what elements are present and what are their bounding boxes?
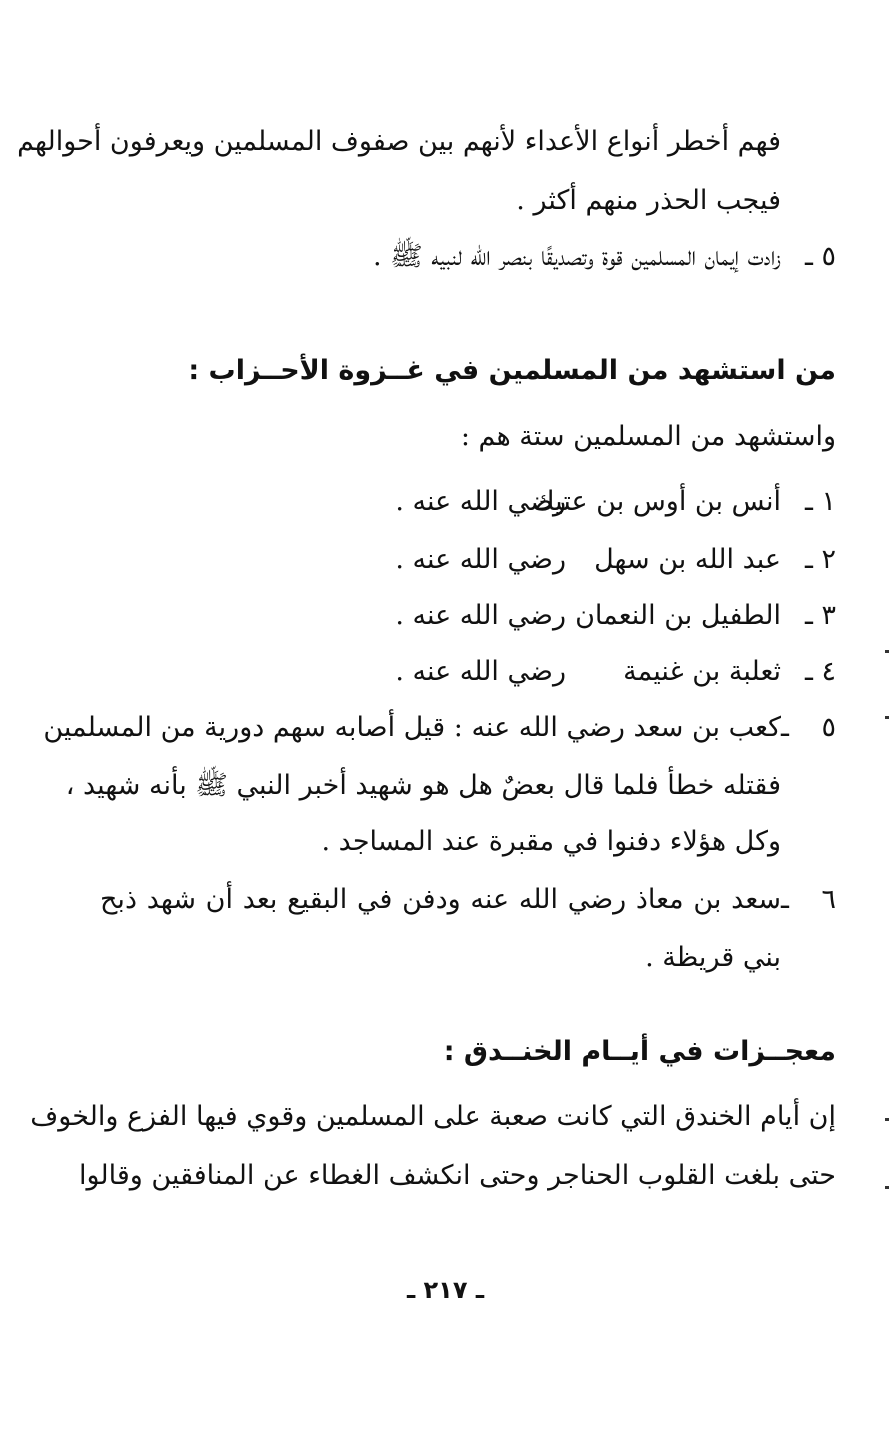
list-number: ٢ ـ — [804, 544, 836, 575]
list-text: زادت إيمان المسلمين قوة وتصديقًا بنصر الله لنبيه ﷺ . — [373, 241, 781, 272]
page-number: ـ ٢١٧ ـ — [406, 1276, 485, 1304]
list-text: كعب بن سعد رضي الله عنه : قيل أصابه سهم دورية من المسلمين — [43, 712, 781, 743]
martyr-item — [395, 540, 836, 580]
paragraph-line: فيجب الحذر منهم أكثر . — [516, 185, 781, 216]
list-number: ٤ ـ — [804, 656, 836, 687]
list-item — [373, 237, 836, 277]
section-heading: من استشهد من المسلمين في غــزوة الأحــزاب : — [188, 355, 836, 386]
martyr-honor: رضي الله عنه . — [395, 486, 566, 517]
scan-mark — [885, 1118, 889, 1121]
paragraph-line: فقتله خطأ فلما قال بعضٌ هل هو شهيد أخبر النبي ﷺ بأنه شهيد ، — [65, 770, 781, 801]
martyr-honor: رضي الله عنه . — [395, 600, 566, 631]
martyr-honor: رضي الله عنه . — [395, 544, 566, 575]
list-item — [43, 708, 836, 748]
list-number: ٥ ـ — [781, 712, 836, 743]
paragraph-line: إن أيام الخندق التي كانت صعبة على المسلمين وقوي فيها الفزع والخوف — [30, 1101, 836, 1132]
martyr-item — [395, 482, 836, 522]
paragraph-line: بني قريظة . — [645, 942, 781, 973]
scan-mark — [885, 650, 889, 653]
martyr-item — [395, 596, 836, 636]
paragraph-line: حتى بلغت القلوب الحناجر وحتى انكشف الغطاء عن المنافقين وقالوا — [78, 1160, 836, 1191]
section-heading: معجــزات في أيــام الخنــدق : — [443, 1036, 836, 1067]
martyr-name: عبد الله بن سهل — [594, 544, 781, 575]
scan-mark — [885, 716, 889, 719]
martyr-name: ثعلبة بن غنيمة — [623, 656, 781, 687]
list-number: ٦ ـ — [781, 884, 836, 915]
martyr-honor: رضي الله عنه . — [395, 656, 566, 687]
list-number: ٥ ـ — [804, 241, 836, 272]
paragraph-line: وكل هؤلاء دفنوا في مقبرة عند المساجد . — [321, 826, 781, 857]
paragraph-line: فهم أخطر أنواع الأعداء لأنهم بين صفوف المسلمين ويعرفون أحوالهم — [17, 126, 781, 157]
section-intro: واستشهد من المسلمين ستة هم : — [460, 421, 836, 452]
scan-mark — [885, 1186, 889, 1189]
martyr-item — [395, 652, 836, 692]
martyr-name: أنس بن أوس بن عتيك — [532, 486, 781, 517]
list-text: سعد بن معاذ رضي الله عنه ودفن في البقيع بعد أن شهد ذبح — [100, 884, 781, 915]
list-item — [100, 880, 836, 920]
list-number: ١ ـ — [804, 486, 836, 517]
martyr-name: الطفيل بن النعمان — [575, 600, 781, 631]
list-number: ٣ ـ — [804, 600, 836, 631]
